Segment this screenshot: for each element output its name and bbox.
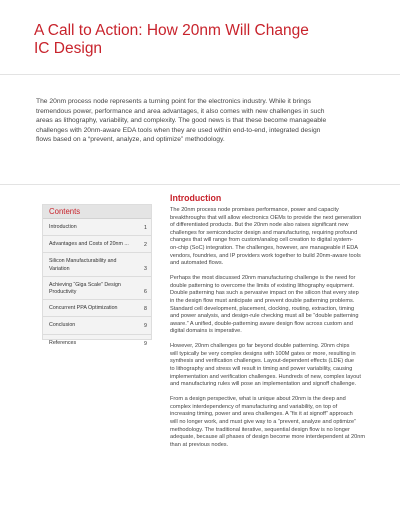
paragraph xyxy=(170,207,386,268)
title-line: A Call to Action: How 20nm Will Change xyxy=(34,22,309,39)
toc-item-silicon-manufacturability[interactable] xyxy=(43,253,151,276)
abstract-line: flows based on a “prevent, analyze, and optimize” methodology. xyxy=(36,136,225,144)
text-line: and power analysis, and design-rule checking must all be “double patterning xyxy=(170,313,359,320)
toc-item-page: 6 xyxy=(144,289,147,296)
contents-heading: Contents xyxy=(43,205,151,219)
abstract-line: areas as lithography, variability, and complexity. The good news is that these become manageable xyxy=(36,117,327,125)
text-line: on-chip (SoC) integration. The challenges, however, are manageable if EDA xyxy=(170,244,359,251)
toc-item-label: Advantages and Costs of 20nm ... xyxy=(49,241,129,248)
text-line: than at previous nodes. xyxy=(170,441,229,448)
toc-item-page: 1 xyxy=(144,225,147,231)
toc-item-label: Conclusion xyxy=(49,322,76,329)
introduction-heading: Introduction xyxy=(170,193,222,203)
abstract-line: challenges with 20nm-aware EDA tools when they are used within end-to-end, integrated design xyxy=(36,126,321,134)
text-line: methodology. The traditional iterative, sequential design flow is no longer xyxy=(170,426,350,433)
contents-box xyxy=(42,204,152,347)
text-line: adequate, because all phases of design become more interdependent at 20nm xyxy=(170,434,365,441)
text-line: Standard cell development, placement, clocking, routing, extraction, timing xyxy=(170,305,355,312)
abstract xyxy=(36,97,366,145)
text-line: of differentiated products. But the 20nm node also raises significant new xyxy=(170,222,349,229)
text-line: However, 20nm challenges go far beyond double patterning. 20nm chips xyxy=(170,343,350,350)
abstract-line: tremendous power, performance and area advantages, it also comes with new challenges in such xyxy=(36,107,325,115)
text-line: to lithography and stress will result in timing and power variability, causing xyxy=(170,366,353,373)
toc-item-references[interactable] xyxy=(43,335,151,351)
text-line: changes that will range from custom/analog cell creation to digital system- xyxy=(170,237,353,244)
toc-item-label: Silicon Manufacturability and Variation xyxy=(49,258,117,272)
text-line: Double patterning has such a pervasive impact on the silicon that every step xyxy=(170,290,359,297)
paragraph xyxy=(170,396,386,449)
text-line: synthesis and verification challenges. Layout-dependent effects (LDE) due xyxy=(170,358,354,365)
toc-item-page: 8 xyxy=(144,306,147,313)
text-line: From a design perspective, what is unique about 20nm is the deep and xyxy=(170,396,346,403)
toc-item-ppa-optimization[interactable] xyxy=(43,300,151,317)
toc-item-label: Achieving “Giga Scale” Design Productivity xyxy=(49,281,121,296)
text-line: The 20nm process node promises performance, power and capacity xyxy=(170,207,339,213)
text-line: will no longer work, and must give way to a “prevent, analyze and optimize” xyxy=(170,419,356,426)
toc-item-page: 3 xyxy=(144,265,147,272)
paragraph xyxy=(170,343,386,389)
text-line: breakthroughs that will allow electronics OEMs to provide the next generation xyxy=(170,214,362,221)
text-line: implementation and verification challenges. Hundreds of new, complex layout xyxy=(170,373,361,380)
document-title xyxy=(34,22,374,58)
text-line: double patterning to overcome the limits of existing lithography equipment. xyxy=(170,282,355,289)
toc-item-page: 9 xyxy=(144,323,147,330)
toc-item-page: 9 xyxy=(144,340,147,347)
section-divider xyxy=(0,184,400,185)
text-line: digital domains is imperative. xyxy=(170,328,242,335)
introduction-body xyxy=(170,207,386,457)
text-line: increasing timing, power and area challenges. A “fix it at signoff” approach xyxy=(170,411,353,418)
toc-item-page: 2 xyxy=(144,242,147,249)
title-line: IC Design xyxy=(34,40,103,57)
paragraph xyxy=(170,275,386,336)
toc-item-giga-scale[interactable] xyxy=(43,277,151,300)
text-line: aware.” A unified, double-patterning aware design flow across custom and xyxy=(170,320,353,327)
toc-item-advantages[interactable] xyxy=(43,236,151,253)
text-line: Perhaps the most discussed 20nm manufacturing challenge is the need for xyxy=(170,275,356,282)
toc-item-label: Introduction xyxy=(49,224,77,230)
text-line: and automated flows. xyxy=(170,260,224,267)
toc-item-introduction[interactable] xyxy=(43,219,151,236)
toc-item-label: References xyxy=(49,339,77,346)
text-line: vendors, foundries, and IP providers work together to build 20nm-aware tools xyxy=(170,252,361,259)
text-line: will typically be very complex designs with 100M gates or more, resulting in xyxy=(170,350,356,357)
text-line: and manufacturing rules will pose an implementation and signoff challenge. xyxy=(170,381,357,388)
text-line: in the design flow must anticipate and prevent double patterning problems. xyxy=(170,297,355,304)
text-line: complex interdependency of manufacturing and variability, on top of xyxy=(170,403,338,410)
toc-item-label: Concurrent PPA Optimization xyxy=(49,305,118,312)
abstract-line: The 20nm process node represents a turning point for the electronics industry. While it brings xyxy=(36,98,311,105)
document-header xyxy=(0,0,400,75)
text-line: challenges for semiconductor design and manufacturing, requiring profound xyxy=(170,229,358,236)
toc-item-conclusion[interactable] xyxy=(43,317,151,334)
